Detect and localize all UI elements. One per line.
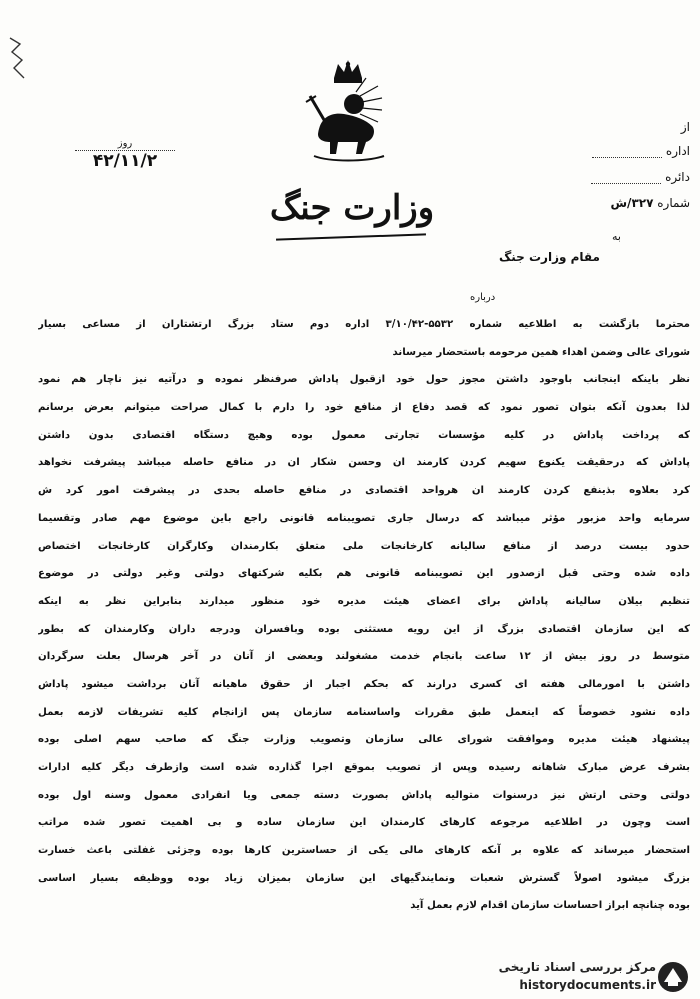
date-label: روز	[117, 138, 133, 149]
body-line: داشتن با امورمالی هفته ای کسری درارند که بحکم اجبار از حقوق ماهیانه آنان برداشت میشود پاداش	[38, 678, 690, 690]
department-field	[560, 170, 690, 184]
addressee: مقام وزارت جنگ	[498, 250, 600, 264]
office-label: اداره	[665, 144, 690, 158]
body-line: داده شده وحتی قبل ازصدور این تصویبنامه قانونی هم بکلیه شرکتهای دولتی وغیر دولتی در موضوع	[38, 568, 690, 580]
department-label: دائره	[665, 170, 690, 184]
watermark-url: historydocuments.ir	[519, 978, 656, 992]
number-field	[560, 196, 690, 210]
subject-label: درباره	[470, 292, 496, 303]
ministry-title-underline	[276, 233, 426, 240]
body-line: تنظیم بیلان سالیانه پاداش برای اعضای هیئت مدیره خود منظور میدارند بنابراین نظر به اینکه	[38, 595, 690, 607]
ministry-title: وزارت جنگ	[269, 188, 435, 228]
from-field	[560, 120, 690, 134]
body-line: کرد بعلاوه بذینفع کردن کارمند ان هرواحد اقتصادی در منافع حاصله بحدی در پیشرفت امور کرد ش	[38, 485, 690, 497]
department-dotted-line	[591, 183, 661, 184]
body-line: نظر باینکه اینجانب باوجود داشتن مجوز حول خود ازقبول پاداش صرفنظر نموده و درآتیه نیز ناچار هم نمود	[38, 374, 690, 386]
date-value: ۴۲/۱۱/۲	[92, 151, 158, 171]
archive-logo-icon	[654, 960, 692, 994]
body-line: پیشنهاد هیئت مدیره وموافقت شورای عالی سازمان وتصویب وزارت جنگ که صاحب سهم اصلی بوده	[38, 734, 690, 746]
number-value: ۳۲۷/ش	[610, 196, 654, 210]
body-line: سرمایه واحد مزبور مؤثر میباشد که درسال جاری تصویبنامه قانونی راجع باین موضوع مهم صادر وتقسیما	[38, 512, 690, 524]
body-line: که این سازمان اقتصادی بزرگ از این رویه مستثنی بوده وبافسران ودرجه داران وکارمندان که بطور	[38, 623, 690, 635]
body-line: متوسط در روز بیش از ۱۲ ساعت بانجام خدمت مشغولند وبعضی از آنان در آخر هرسال بعلت سرگردان	[38, 651, 690, 663]
body-line: بوده چنانچه ابراز احساسات سازمان اقدام لازم بعمل آید	[410, 900, 690, 912]
body-line: لذا بعدون آنکه بتوان تصور نمود که قصد دفاع از منافع خود را دارم با کمال صراحت میتوانم بعرض برسانم	[38, 402, 690, 414]
body-line: داده نشود خصوصاً که اینعمل طبق مقررات واساسنامه سازمان پس ازانجام کلیه تشریفات لازمه بعمل	[38, 706, 690, 718]
office-field	[560, 144, 690, 158]
body-line: شورای عالی وضمن اهداء همین مرحومه باستحضار میرساند	[392, 346, 690, 358]
body-line: بشرف عرض مبارک شاهانه رسیده وپس از تصویب بموقع اجرا گذارده شده است وازطرف دیگر کلیه ادارات	[38, 762, 690, 773]
letter-body	[38, 311, 690, 920]
body-line: که پرداخت پاداش در کلیه مؤسسات تجارتی معمول بوده وهیچ دستگاه اقتصادی بدون داشتن	[38, 429, 690, 441]
number-label: شماره	[657, 196, 690, 210]
body-line: بزرگ میشود اصولاً گسترش شعبات ونمایندگیهای این سازمان بمیزان زیاد بوده ووظیفه بسیار اساسی	[38, 872, 690, 884]
body-line: پاداش که درحقیقت یکنوع سهیم کردن کارمند ان وحسن شکار ان در منافع حاصله میباشد پیشرفت نخواهد	[38, 457, 690, 469]
watermark-title: مرکز بررسی اسناد تاریخی	[498, 960, 656, 974]
office-dotted-line	[592, 157, 662, 158]
lion-and-sun-crown-emblem-icon	[300, 56, 396, 166]
body-line: حدود بیست درصد از منافع سالیانه کارخانجات ملی متعلق بکارمندان وکارگران کارخانجات اختصاص	[38, 540, 690, 552]
body-line: است وچون در اطلاعیه مرجوعه کارهای کارمندان این سازمان ساده و بی اهمیت تصور شده مراتب	[38, 817, 690, 829]
body-line: استحضار میرساند که علاوه بر آنکه کارهای مالی یکی از حساسترین کارها بوده وجزئی غفلتی باعث خسارت	[38, 845, 690, 857]
body-line: دولتی وحتی ارتش نیز درسنوات متوالیه پاداش بصورت دسته جمعی ویا انفرادی معمول وسنه اول بوده	[38, 789, 690, 801]
margin-scribble-icon	[6, 34, 32, 84]
to-label: به	[612, 230, 621, 243]
date-field	[70, 138, 180, 171]
archive-watermark	[456, 958, 696, 996]
from-label: از	[680, 120, 690, 134]
body-line: محترما بازگشت به اطلاعیه شماره ۵۵۳۲-۳/۱۰/۴۲ اداره دوم ستاد بزرگ ارتشتاران از مساعی بسیار	[38, 319, 690, 330]
